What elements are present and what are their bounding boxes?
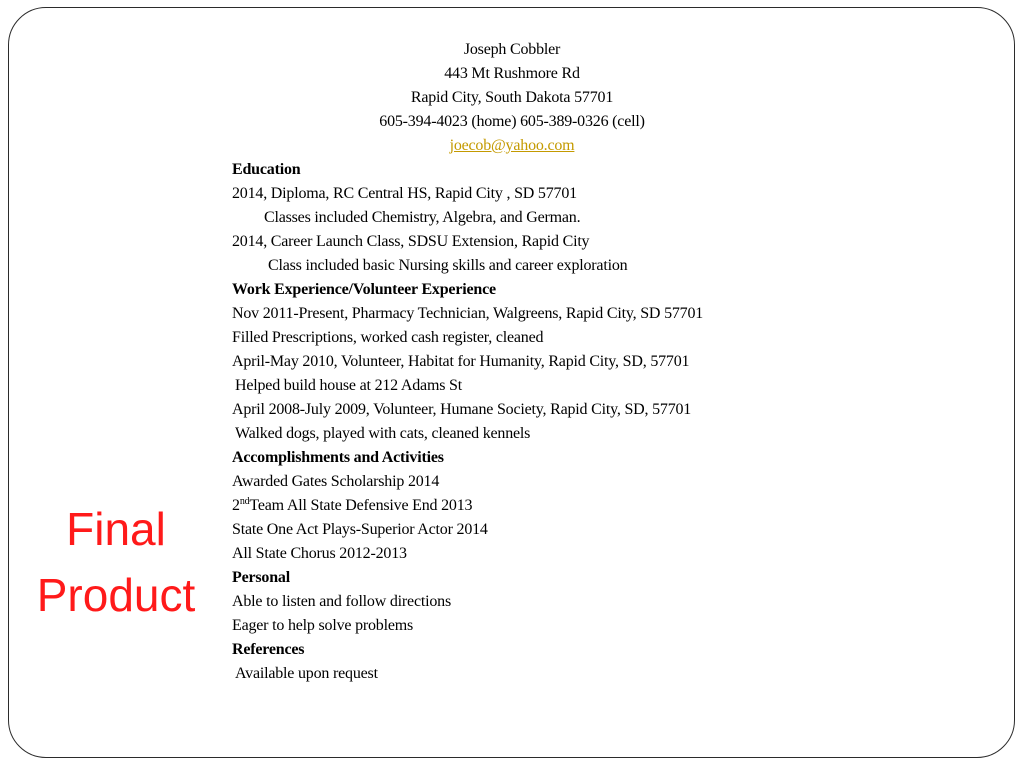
- email-link[interactable]: joecob@yahoo.com: [449, 137, 575, 154]
- education-entry: 2014, Career Launch Class, SDSU Extension, Rapid City: [232, 233, 590, 250]
- section-heading-education: Education: [232, 161, 301, 178]
- work-entry: April-May 2010, Volunteer, Habitat for Humanity, Rapid City, SD, 57701: [232, 353, 690, 370]
- work-detail: Helped build house at 212 Adams St: [235, 377, 462, 394]
- education-entry: 2014, Diploma, RC Central HS, Rapid City , SD 57701: [232, 185, 577, 202]
- resume-document: [232, 38, 792, 686]
- section-heading-accomplishments: Accomplishments and Activities: [232, 449, 444, 466]
- accomplishment-item: Awarded Gates Scholarship 2014: [232, 473, 440, 490]
- resume-street: 443 Mt Rushmore Rd: [444, 65, 580, 82]
- work-detail: Walked dogs, played with cats, cleaned kennels: [235, 425, 531, 442]
- slide-title-line-2: Product: [36, 569, 196, 621]
- work-entry: April 2008-July 2009, Volunteer, Humane Society, Rapid City, SD, 57701: [232, 401, 692, 418]
- ordinal-suffix: nd: [239, 496, 250, 507]
- section-heading-references: References: [232, 641, 305, 658]
- ordinal-number: 2: [232, 497, 240, 514]
- education-detail: Classes included Chemistry, Algebra, and German.: [264, 209, 581, 226]
- resume-name: Joseph Cobbler: [463, 41, 561, 58]
- education-detail: Class included basic Nursing skills and career exploration: [268, 257, 628, 274]
- section-heading-personal: Personal: [232, 569, 290, 586]
- accomplishment-item: All State Chorus 2012-2013: [232, 545, 407, 562]
- personal-item: Eager to help solve problems: [232, 617, 414, 634]
- work-entry: Nov 2011-Present, Pharmacy Technician, Walgreens, Rapid City, SD 57701: [232, 305, 704, 322]
- slide-title: [12, 496, 220, 628]
- accomplishment-item: [232, 494, 792, 518]
- references-text: Available upon request: [235, 665, 378, 682]
- slide-title-line-1: Final: [66, 503, 166, 555]
- personal-item: Able to listen and follow directions: [232, 593, 451, 610]
- accomplishment-item: State One Act Plays-Superior Actor 2014: [232, 521, 488, 538]
- resume-city: Rapid City, South Dakota 57701: [410, 89, 614, 106]
- resume-email-row: [232, 134, 792, 158]
- accomplishment-text: Team All State Defensive End 2013: [249, 497, 473, 514]
- work-detail: Filled Prescriptions, worked cash register, cleaned: [232, 329, 544, 346]
- resume-phones: 605-394-4023 (home) 605-389-0326 (cell): [379, 113, 645, 130]
- section-heading-work: Work Experience/Volunteer Experience: [232, 281, 496, 298]
